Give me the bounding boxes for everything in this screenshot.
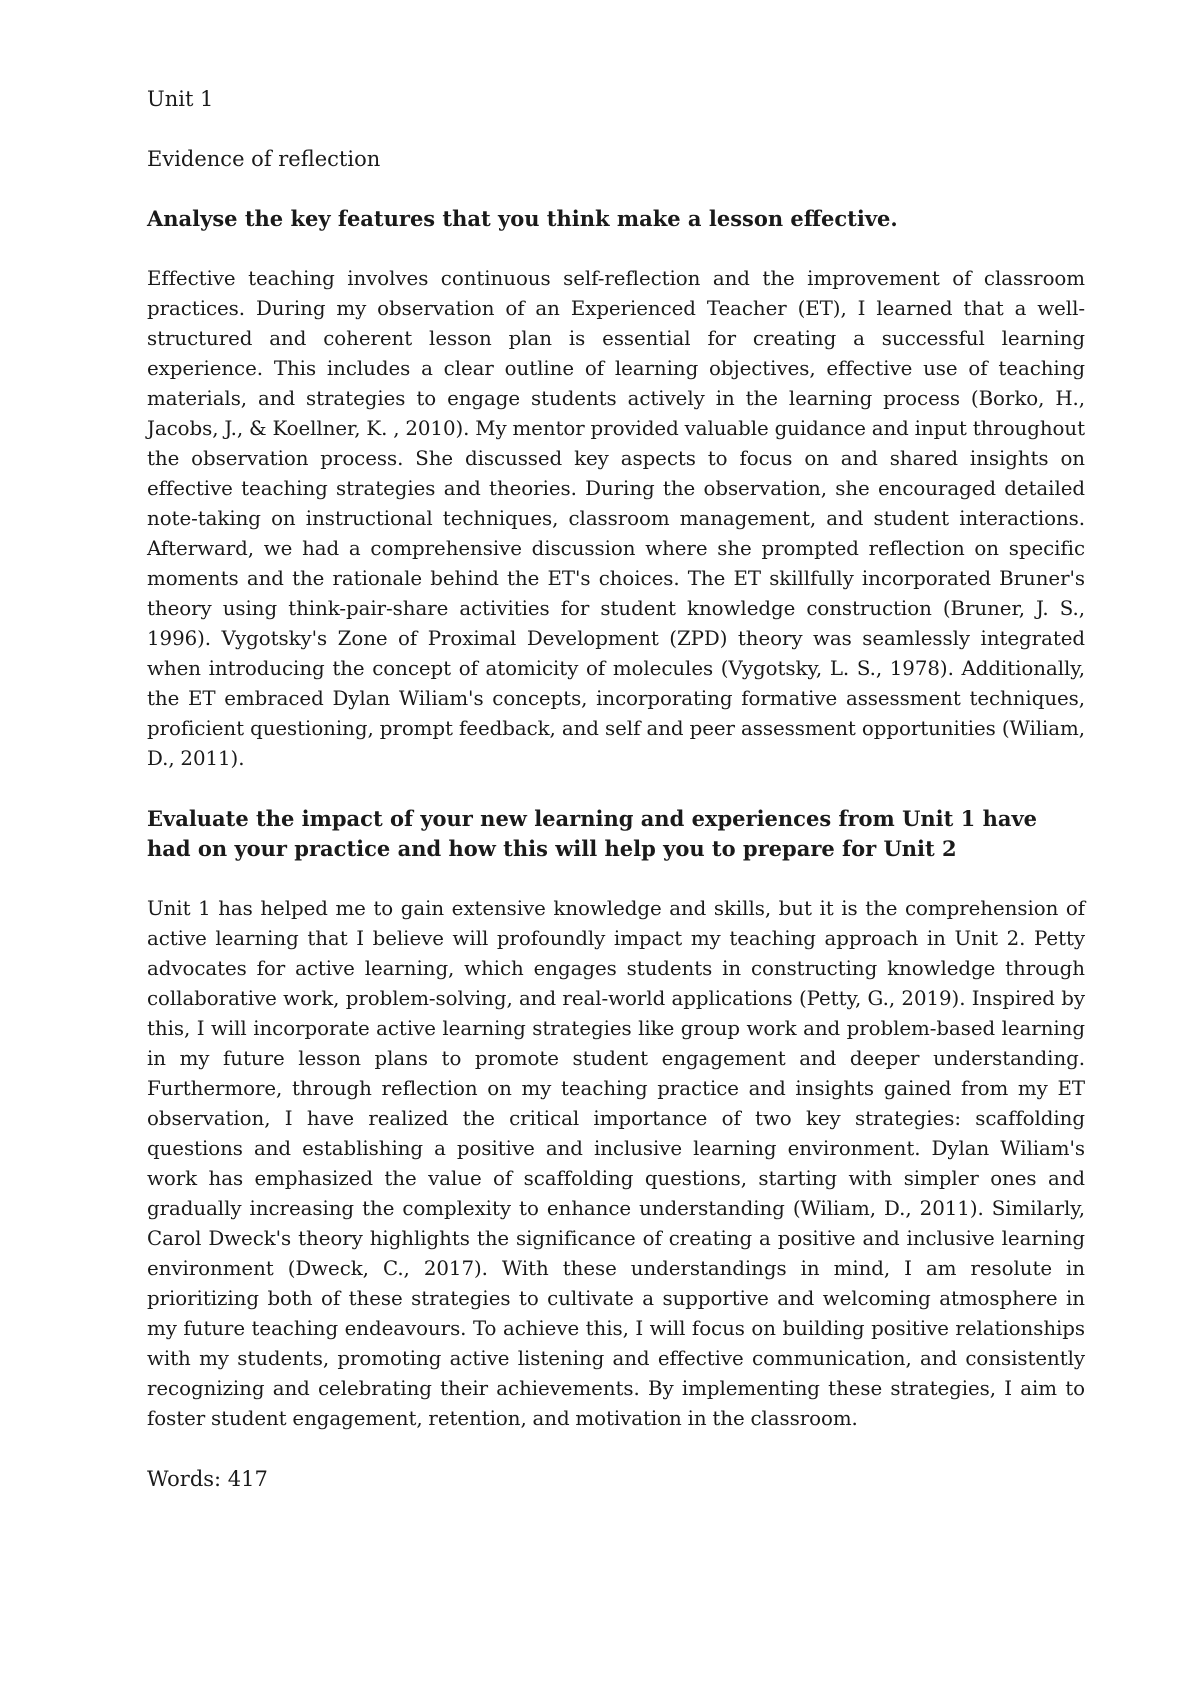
answer-2-paragraph: Unit 1 has helped me to gain extensive knowledge and skills, but it is the comprehension of active learning that I believe will profoundly impact my teaching approach in Unit 2. Petty advocates for active learning, which engages students in constructing knowledge through collaborative work, problem-solving, and real-world applications (Petty, G., 2019). Inspired by this, I will incorporate active learning strategies like group work and problem-based learning in my future lesson plans to promote student engagement and deeper understanding. Furthermore, through reflection on my teaching practice and insights gained from my ET observation, I have realized the critical importance of two key strategies: scaffolding questions and establishing a positive and inclusive learning environment. Dylan Wiliam's work has emphasized the value of scaffolding questions, starting with simpler ones and gradually increasing the complexity to enhance understanding (Wiliam, D., 2011). Similarly, Carol Dweck's theory highlights the significance of creating a positive and inclusive learning environment (Dweck, C., 2017). With these understandings in mind, I am resolute in prioritizing both of these strategies to cultivate a supportive and welcoming atmosphere in my future teaching endeavours. To achieve this, I will focus on building positive relationships with my students, promoting active listening and effective communication, and consistently recognizing and celebrating their achievements. By implementing these strategies, I aim to foster student engagement, retention, and motivation in the classroom. [147, 897, 1085, 1430]
word-count: Words: 417 [147, 1467, 268, 1491]
question-1-heading: Analyse the key features that you think make a lesson effective. [147, 206, 898, 231]
answer-1-paragraph: Effective teaching involves continuous self-reflection and the improvement of classroom practices. During my observation of an Experienced Teacher (ET), I learned that a well-structured and coherent lesson plan is essential for creating a successful learning experience. This includes a clear outline of learning objectives, effective use of teaching materials, and strategies to engage students actively in the learning process (Borko, H., Jacobs, J., & Koellner, K. , 2010). My mentor provided valuable guidance and input throughout the observation process. She discussed key aspects to focus on and shared insights on effective teaching strategies and theories. During the observation, she encouraged detailed note-taking on instructional techniques, classroom management, and student interactions. Afterward, we had a comprehensive discussion where she prompted reflection on specific moments and the rationale behind the ET's choices. The ET skillfully incorporated Bruner's theory using think-pair-share activities for student knowledge construction (Bruner, J. S., 1996). Vygotsky's Zone of Proximal Development (ZPD) theory was seamlessly integrated when introducing the concept of atomicity of molecules (Vygotsky, L. S., 1978). Additionally, the ET embraced Dylan Wiliam's concepts, incorporating formative assessment techniques, proficient questioning, prompt feedback, and self and peer assessment opportunities (Wiliam, D., 2011). [147, 267, 1085, 770]
question-2-heading: Evaluate the impact of your new learning and experiences from Unit 1 have had on your practice and how this will help you to prepare for Unit 2 [147, 806, 1038, 861]
document-subtitle: Evidence of reflection [147, 147, 381, 171]
unit-title: Unit 1 [147, 87, 214, 111]
document-page [147, 84, 1085, 1494]
